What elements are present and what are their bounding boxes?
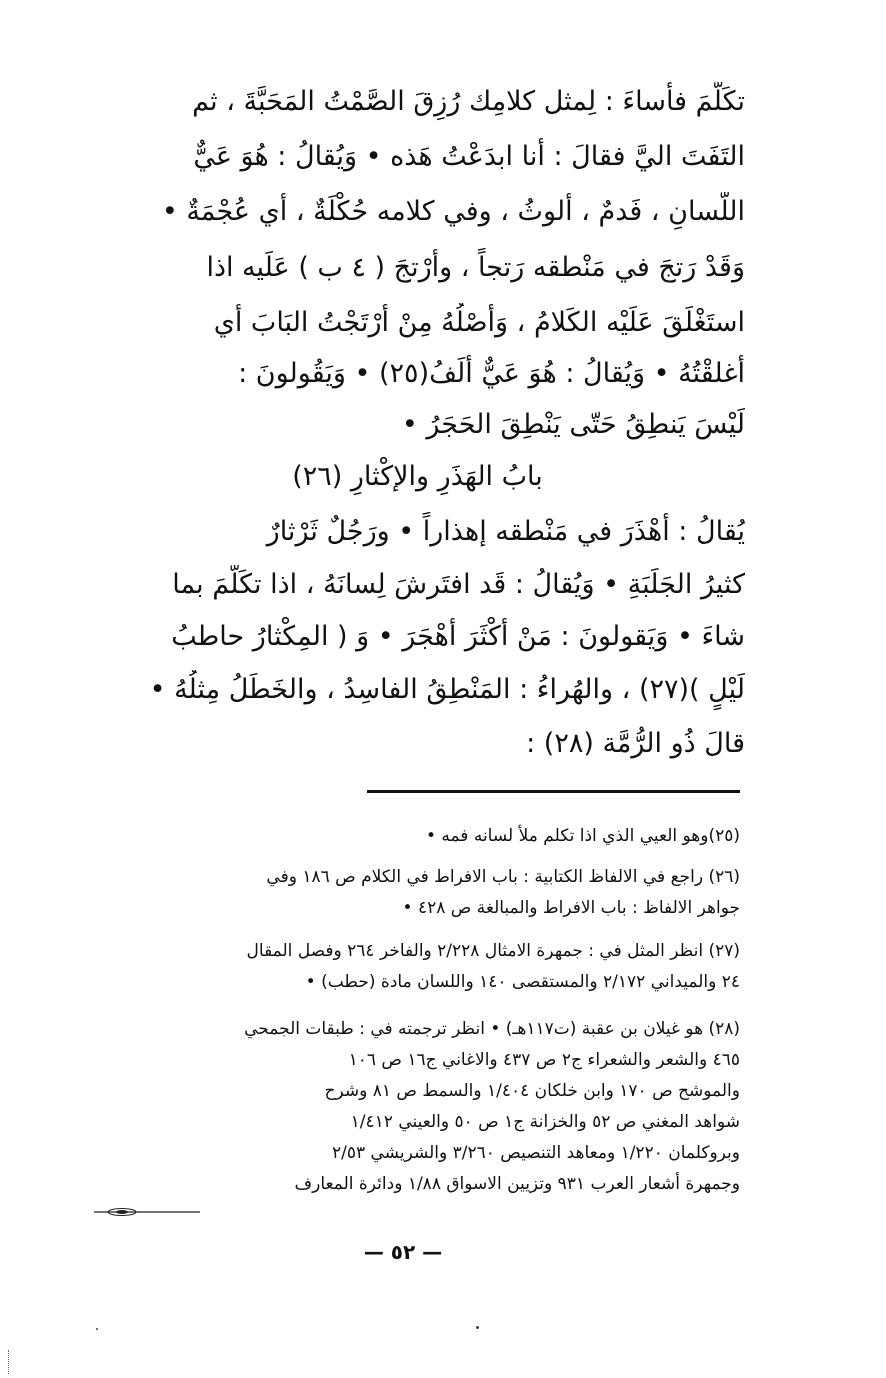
footnote-28-line-1: (٢٨) هو غيلان بن عقبة (ت١١٧هـ) • انظر ترجمته في : طبقات الجمحي: [244, 1019, 740, 1039]
body-line: لَيْلٍ )(٢٧) ، والهُراءُ : المَنْطِقُ الفاسِدُ ، والخَطَلُ مِثلُهُ •: [149, 674, 745, 705]
body-line: لَيْسَ يَنطِقُ حَتّى يَنْطِقَ الحَجَرُ •: [401, 409, 745, 440]
scan-speck: [96, 1328, 98, 1330]
scan-margin-mark: [8, 1350, 11, 1374]
chapter-heading: بابُ الهَذَرِ والإكْثارِ (٢٦): [292, 461, 543, 492]
scan-speck: [476, 1326, 479, 1329]
body-line: التَفَتَ اليَّ فقالَ : أنا ابدَعْتُ هَذه • وَيُقالُ : هُوَ عَيٌّ: [193, 141, 745, 172]
body-line: يُقالُ : أهْذَرَ في مَنْطقه إهذاراً • ورَجُلٌ ثَرْثارٌ: [266, 516, 745, 547]
body-line: استَغْلَقَ عَلَيْه الكَلامُ ، وَأَصْلُهُ مِنْ أَرْتَجْتُ البَابَ أي: [213, 307, 745, 338]
footnote-26-line-2: جواهر الالفاظ : باب الافراط والمبالغة ص ٤٢٨ •: [402, 898, 740, 918]
page-number: — ٥٢ —: [363, 1240, 443, 1264]
body-line: قالَ ذُو الرُّمَّة (٢٨) :: [526, 728, 745, 759]
body-line: وَقَدْ رَتجَ في مَنْطقه رَتجاً ، وأُرْتجَ ( ٤ ب ) عَلَيه اذا: [206, 252, 745, 283]
footnote-separator: [367, 790, 740, 793]
footnote-28-line-5: وبروكلمان ١/٢٢٠ ومعاهد التنصيص ٣/٢٦٠ والشريشي ٢/٥٣: [331, 1143, 740, 1163]
body-line: أغلقْتُهُ • وَيُقالُ : هُوَ عَيٌّ ألَفُ(٢٥) • وَيَقُولونَ :: [238, 358, 745, 389]
footnote-27-line-1: (٢٧) انظر المثل في : جمهرة الامثال ٢/٢٢٨ والفاخر ٢٦٤ وفصل المقال: [246, 941, 740, 961]
footnote-26-line-1: (٢٦) راجع في الالفاظ الكتابية : باب الافراط في الكلام ص ١٨٦ وفي: [266, 867, 740, 887]
footnote-27-line-2: ٢٤ والميداني ٢/١٧٢ والمستقصى ١٤٠ واللسان مادة (حطب) •: [305, 972, 740, 992]
body-line: تكَلَّمَ فأساءَ : لِمثل كلامِك رُزِقَ الصَّمْتُ المَحَبَّةَ ، ثم: [192, 86, 745, 117]
footnote-28-line-3: والموشح ص ١٧٠ وابن خلكان ١/٤٠٤ والسمط ص ٨١ وشرح: [324, 1081, 740, 1101]
body-line: اللّسانِ ، فَدمٌ ، ألوثُ ، وفي كلامه حُكْلَةٌ ، أي عُجْمَةٌ •: [161, 196, 745, 227]
body-line: كثيرُ الجَلَبَةِ • وَيُقالُ : قَد افتَرشَ لِسانَهُ ، اذا تكَلَّمَ بما: [172, 569, 745, 600]
footnote-28-line-4: شواهد المغني ص ٥٢ والخزانة ج١ ص ٥٠ والعيني ١/٤١٢: [350, 1112, 740, 1132]
ornament-icon: [92, 1206, 202, 1218]
footnote-25: (٢٥)وهو العيي الذي اذا تكلم ملأ لسانه فمه •: [425, 826, 740, 846]
footnote-28-line-2: ٤٦٥ والشعر والشعراء ج٢ ص ٤٣٧ والاغاني ج١٦ ص ١٠٦: [348, 1050, 740, 1070]
body-line: شاءَ • وَيَقولونَ : مَنْ أكْثَرَ أهْجَرَ • وَ ( المِكْثارُ حاطبُ: [171, 621, 745, 652]
footnote-28-line-6: وجمهرة أشعار العرب ٩٣١ وتزيين الاسواق ١/٨٨ ودائرة المعارف: [294, 1174, 740, 1194]
